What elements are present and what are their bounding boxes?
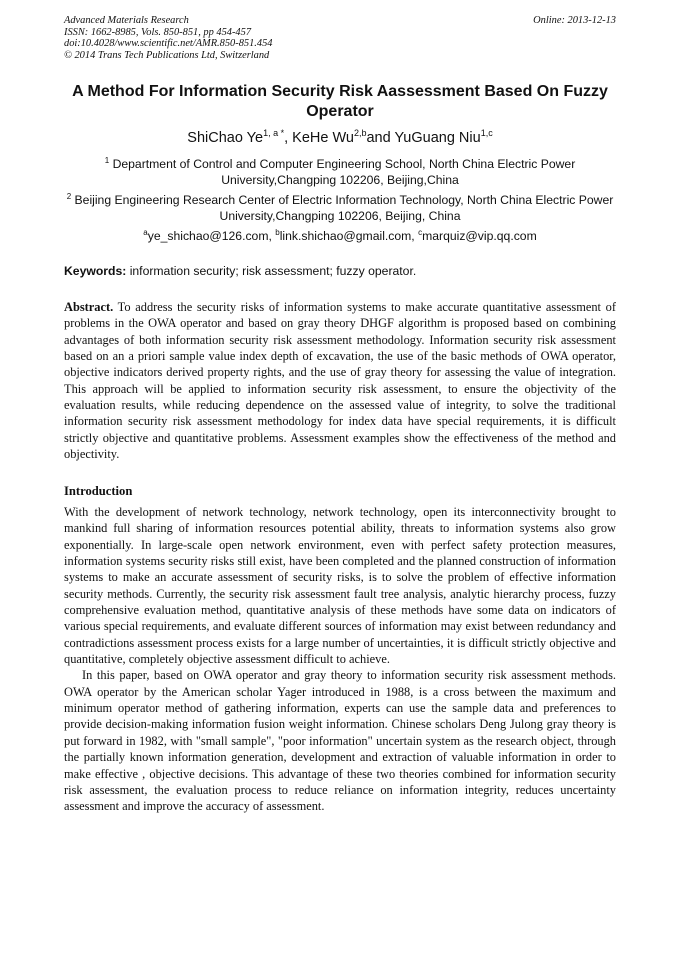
paper-title: A Method For Information Security Risk Aassessment Based On Fuzzy Operator [72, 83, 608, 120]
author-superscript: 2,b [353, 128, 367, 138]
affiliation-text: Department of Control and Computer Engineering School, North China Electric Power University,Changping 102206, Beijing,China [112, 157, 576, 187]
email-address: ye_shichao@126.com, [147, 229, 276, 243]
author-name: ShiChao Ye [187, 130, 264, 146]
journal-header [64, 15, 616, 61]
email-superscript: b [275, 228, 280, 237]
doi-line: doi:10.4028/www.scientific.net/AMR.850-851.454 [64, 38, 273, 50]
issn-line: ISSN: 1662-8985, Vols. 850-851, pp 454-457 [64, 26, 252, 38]
keywords-label: Keywords: [64, 264, 127, 278]
copyright-line: © 2014 Trans Tech Publications Ltd, Switzerland [64, 49, 270, 61]
email-superscript: a [143, 228, 148, 237]
affiliation-number: 1 [104, 156, 110, 165]
author-superscript: 1, a * [263, 128, 285, 138]
author-separator: and [366, 130, 395, 146]
author-separator: , [284, 130, 293, 146]
affiliation-number: 2 [66, 192, 72, 201]
author-name: KeHe Wu [292, 130, 354, 146]
affiliation-1 [64, 156, 616, 188]
author-list [64, 128, 616, 148]
affiliation-2 [64, 192, 616, 224]
paragraph: With the development of network technology, network technology, open its interconnectivity brought to mankind full sharing of information resources potential ability, threats to information systems also grow exponentially. In large-scale open network environment, even with perfect safety protection measures, information systems security risks still exist, have been completed and the planned construction of information systems to make an accurate assessment of security risks, is to solve the problem of effective information security methods. Currently, the security risk assessment fault tree analysis, analytic hierarchy process, fuzzy comprehensive evaluation method, quantitative analysis of these methods have some data on indicators of various special requirements, and evaluate different sources of information may exist between redundancy and contradictions assessment process exists for a large number of uncertainties, it is difficult strictly objective and quantitative, completely objective assessment difficult to achieve. [64, 505, 616, 667]
online-date: Online: 2013-12-13 [533, 15, 616, 26]
email-superscript: c [418, 228, 423, 237]
email-list [64, 228, 616, 244]
keywords-text: information security; risk assessment; fuzzy operator. [126, 264, 417, 278]
abstract [64, 299, 616, 462]
section-heading-introduction: Introduction [64, 484, 133, 498]
author-superscript: 1,c [480, 128, 493, 138]
introduction-body [64, 504, 616, 815]
abstract-label: Abstract. [64, 300, 114, 314]
email-address: marquiz@vip.qq.com [422, 229, 537, 243]
keywords [64, 263, 616, 279]
author-name: YuGuang Niu [394, 130, 481, 146]
abstract-text: To address the security risks of information systems to make accurate quantitative assessment of problems in the OWA operator and based on gray theory DHGF algorithm is proposed based on combining advantages of both information security risk assessment methodology. Information security risk assessment based on an a priori sample value index depth of excavation, the use of the basic methods of OWA operator, objective indicators derived property rights, and the use of gray theory for assessing the value of integration. This approach will be applied to information security risk assessment, to ensure the objectivity of the evaluation results, while reducing dependence on the assessed value of integrity, to solve the traditional information security risk assessment methodology for index data have special requirements, it is difficult strictly objective and quantitative problems. Assessment examples show the effectiveness of the method and objectivity. [64, 300, 616, 462]
email-address: link.shichao@gmail.com, [279, 229, 419, 243]
paragraph: In this paper, based on OWA operator and gray theory to information security risk assessment methods. OWA operator by the American scholar Yager introduced in 1988, is a cross between the maximum and minimum operator method of gathering information, experts can use the sample data and preferences to provide decision-making information fusion weight information. Chinese scholars Deng Julong gray theory is put forward in 1982, with "small sample", "poor information" uncertain system as the research object, through the partially known information generation, development and extraction of valuable information in order to make effective , objective decisions. This advantage of these two theories combined for information security risk assessment, the evaluation process to reduce reliance on information integrity, reduces uncertainty assessment and improve the accuracy of assessment. [64, 668, 616, 814]
journal-name: Advanced Materials Research [64, 15, 189, 26]
affiliation-text: Beijing Engineering Research Center of Electric Information Technology, North China Electric Power University,Changping 102206, Beijing, China [74, 193, 614, 223]
